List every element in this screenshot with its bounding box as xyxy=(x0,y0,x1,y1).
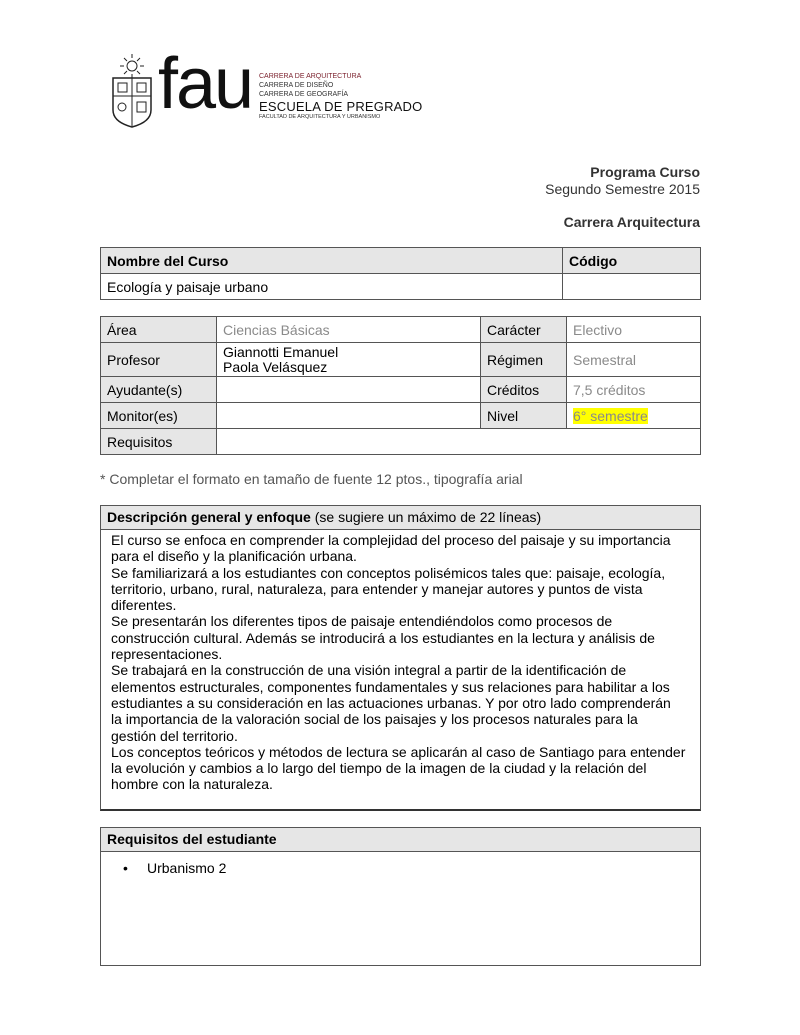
fau-logo xyxy=(110,44,423,132)
bullet-icon: • xyxy=(123,860,128,876)
regime-label: Régimen xyxy=(481,343,567,377)
character-value: Electivo xyxy=(567,317,701,343)
professor-value xyxy=(217,343,481,377)
logo-line: CARRERA DE GEOGRAFÍA xyxy=(259,91,349,98)
description-line: El curso se enfoca en comprender la complejidad del proceso del paisaje y su importancia xyxy=(111,532,671,548)
description-title: Descripción general y enfoque xyxy=(107,509,311,525)
description-line: construcción cultural. Además se introducirá a los estudiantes en la lectura y análisis de xyxy=(111,629,655,646)
course-code-header: Código xyxy=(563,248,701,274)
description-line: representaciones. xyxy=(111,646,223,663)
description-line: estudiantes a su consideración en las actuaciones urbanas. Y por otro lado comprenderán xyxy=(111,694,671,711)
course-code-value xyxy=(563,274,701,300)
details-table xyxy=(100,316,701,455)
level-cell xyxy=(567,403,701,429)
list-item-text: Urbanismo 2 xyxy=(147,860,227,876)
assistant-value xyxy=(217,377,481,403)
description-box xyxy=(100,505,701,811)
program-title: Programa Curso xyxy=(590,164,700,180)
area-value: Ciencias Básicas xyxy=(217,317,481,343)
list-item xyxy=(123,860,700,876)
description-line: territorio, urbano, rural, naturaleza, para entender y manejar autores y puntos de vista xyxy=(111,580,643,597)
level-label: Nivel xyxy=(481,403,567,429)
fau-wordmark: fau xyxy=(158,44,253,124)
requirements-label: Requisitos xyxy=(101,429,217,455)
description-line: gestión del territorio. xyxy=(111,727,238,744)
semester-label: Segundo Semestre 2015 xyxy=(545,181,700,197)
student-requirements-list xyxy=(101,852,700,876)
description-line: para el diseño y la planificación urbana. xyxy=(111,548,357,565)
professor-name: Giannotti Emanuel xyxy=(223,343,339,360)
description-line: elementos estructurales, componentes fundamentales y sus relaciones para habilitar a los xyxy=(111,678,670,695)
university-crest-icon xyxy=(110,52,154,128)
professor-label: Profesor xyxy=(101,343,217,377)
level-value: 6° semestre xyxy=(573,407,648,424)
description-line: la importancia de la valoración social de los paisajes y los procesos naturales para la xyxy=(111,711,638,728)
logo-line: FACULTAD DE ARQUITECTURA Y URBANISMO xyxy=(259,114,381,120)
description-line: hombre con la naturaleza. xyxy=(111,776,273,793)
student-requirements-title: Requisitos del estudiante xyxy=(101,828,700,852)
requirements-value xyxy=(217,429,701,455)
assistant-label: Ayudante(s) xyxy=(101,377,217,403)
logo-text xyxy=(259,72,423,121)
logo-line: ESCUELA DE PREGRADO xyxy=(259,99,423,114)
description-line: Se presentarán los diferentes tipos de paisaje entendiéndolos como procesos de xyxy=(111,613,613,630)
monitor-value xyxy=(217,403,481,429)
description-line: Los conceptos teóricos y métodos de lectura se aplicarán al caso de Santiago para entender xyxy=(111,743,686,760)
description-header xyxy=(101,506,700,530)
description-hint: (se sugiere un máximo de 22 líneas) xyxy=(310,509,542,525)
credits-label: Créditos xyxy=(481,377,567,403)
format-note: * Completar el formato en tamaño de fuente 12 ptos., tipografía arial xyxy=(100,471,523,487)
description-line: Se familiarizará a los estudiantes con conceptos polisémicos tales que: paisaje, ecología, xyxy=(111,564,666,581)
career-label: Carrera Arquitectura xyxy=(563,214,700,230)
description-line: diferentes. xyxy=(111,597,177,614)
character-label: Carácter xyxy=(481,317,567,343)
monitor-label: Monitor(es) xyxy=(101,403,217,429)
credits-value: 7,5 créditos xyxy=(567,377,701,403)
regime-value: Semestral xyxy=(567,343,701,377)
area-label: Área xyxy=(101,317,217,343)
logo-line: CARRERA DE ARQUITECTURA xyxy=(259,73,362,80)
logo-line: CARRERA DE DISEÑO xyxy=(259,82,334,89)
professor-name: Paola Velásquez xyxy=(223,358,328,375)
course-name-header: Nombre del Curso xyxy=(101,248,563,274)
description-line: la evolución y cambios a lo largo del tiempo de la imagen de la ciudad y la relación del xyxy=(111,760,647,777)
description-body xyxy=(101,530,703,793)
course-table xyxy=(100,247,701,300)
description-line: Se trabajará en la construcción de una visión integral a partir de la identificación de xyxy=(111,662,627,679)
student-requirements-box xyxy=(100,827,701,966)
course-name-value: Ecología y paisaje urbano xyxy=(101,274,563,300)
